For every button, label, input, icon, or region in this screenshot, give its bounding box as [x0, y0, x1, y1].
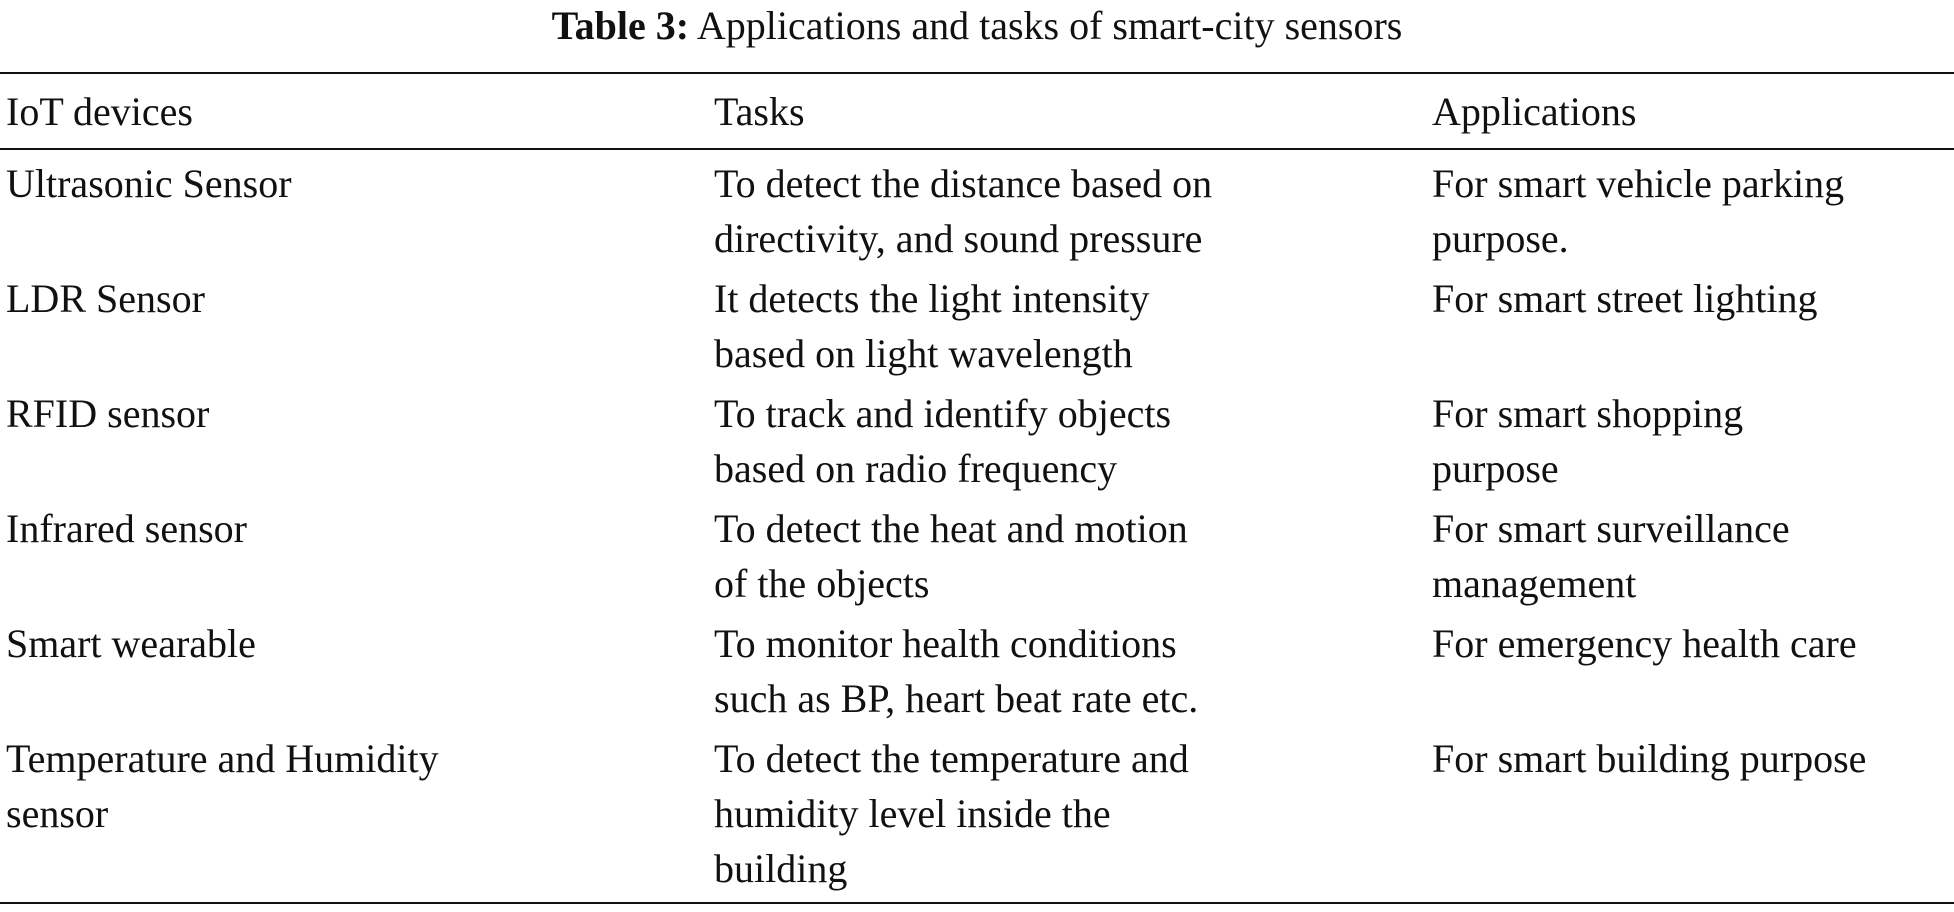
- cell-device: Ultrasonic Sensor: [6, 161, 292, 206]
- cell-task: To detect the temperature and humidity level inside the building: [714, 736, 1189, 891]
- table-row: [0, 271, 1954, 386]
- cell-application: For smart vehicle parking purpose.: [1432, 161, 1845, 261]
- table-row: [0, 386, 1954, 501]
- cell-application: For smart shopping purpose: [1432, 391, 1744, 491]
- header-iot-devices: IoT devices: [6, 88, 193, 134]
- table-row: [0, 501, 1954, 616]
- cell-device: Temperature and Humidity sensor: [6, 736, 439, 836]
- cell-task: It detects the light intensity based on light wavelength: [714, 276, 1150, 376]
- cell-task: To detect the heat and motion of the objects: [714, 506, 1188, 606]
- table-header-row: [0, 74, 1954, 148]
- cell-task: To detect the distance based on directivity, and sound pressure: [714, 161, 1213, 261]
- cell-application: For emergency health care: [1432, 621, 1857, 666]
- table-caption-title: Applications and tasks of smart-city sensors: [696, 3, 1403, 48]
- table-caption: [0, 0, 1954, 50]
- cell-application: For smart surveillance management: [1432, 506, 1790, 606]
- table-row: [0, 148, 1954, 271]
- sensor-table: [0, 74, 1954, 901]
- cell-device: Infrared sensor: [6, 506, 247, 551]
- header-applications: Applications: [1432, 88, 1637, 134]
- cell-application: For smart street lighting: [1432, 276, 1818, 321]
- cell-task: To monitor health conditions such as BP, heart beat rate etc.: [714, 621, 1199, 721]
- table-row: [0, 731, 1954, 901]
- table-bottom-rule: [0, 902, 1954, 904]
- cell-device: Smart wearable: [6, 621, 256, 666]
- cell-task: To track and identify objects based on radio frequency: [714, 391, 1172, 491]
- header-tasks: Tasks: [714, 88, 805, 134]
- table-caption-label: Table 3:: [551, 3, 690, 48]
- cell-application: For smart building purpose: [1432, 736, 1867, 781]
- cell-device: LDR Sensor: [6, 276, 205, 321]
- table-row: [0, 616, 1954, 731]
- cell-device: RFID sensor: [6, 391, 210, 436]
